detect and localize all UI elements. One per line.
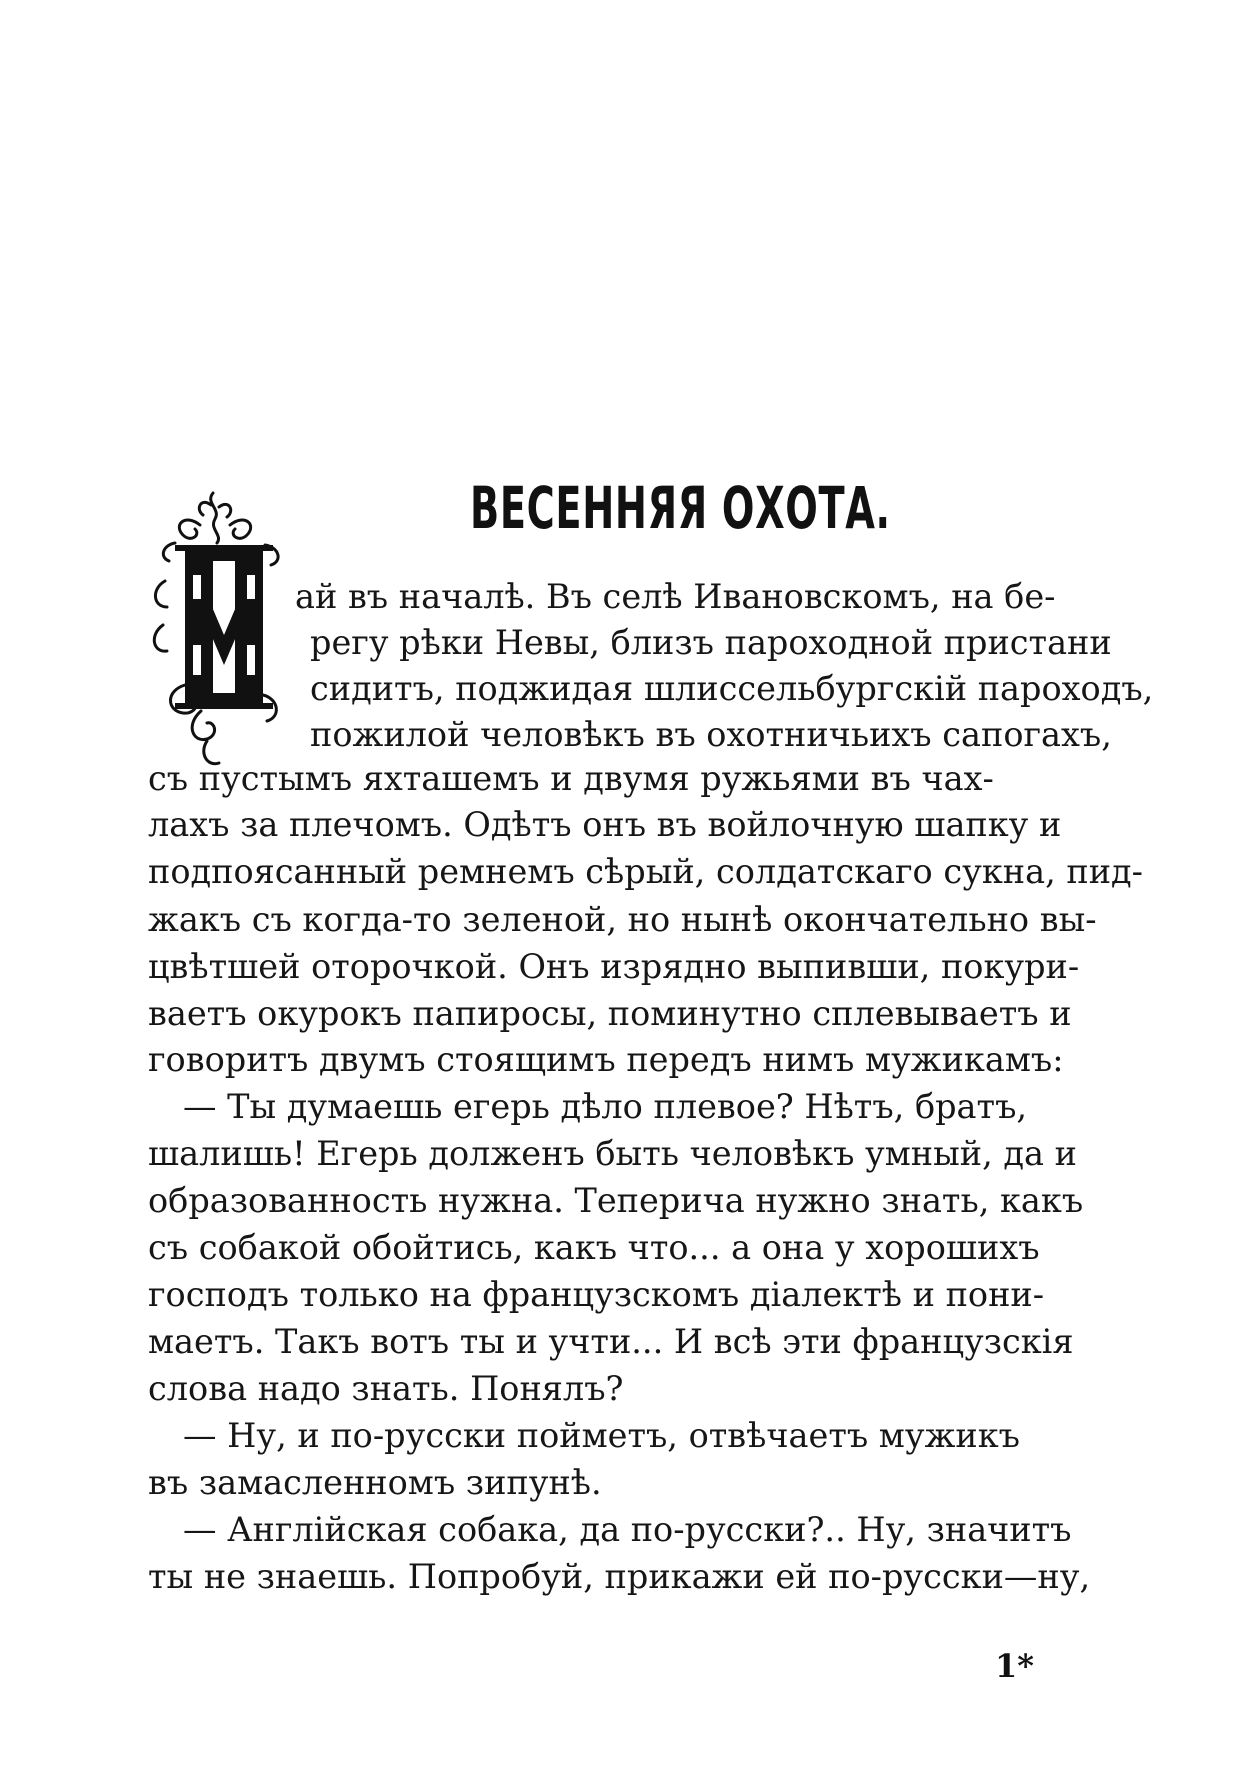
text-line-2: регу рѣки Невы, близъ пароходной пристани [310, 623, 1112, 662]
text-line-10: ваетъ окурокъ папиросы, поминутно сплевываетъ и [148, 994, 1072, 1033]
text-line-9: цвѣтшей оторочкой. Онъ изрядно выпивши, покури- [148, 947, 1080, 986]
text-line-1: ай въ началѣ. Въ селѣ Ивановскомъ, на бе- [295, 577, 1056, 616]
text-line-4: пожилой человѣкъ въ охотничьихъ сапогахъ, [310, 715, 1112, 754]
text-line-6: лахъ за плечомъ. Одѣтъ онъ въ войлочную шапку и [148, 805, 1062, 844]
text-line-19: — Ну, и по-русски пойметъ, отвѣчаетъ мужикъ [183, 1416, 1020, 1455]
text-line-8: жакъ съ когда-то зеленой, но нынѣ окончательно вы- [148, 900, 1097, 939]
text-line-12: — Ты думаешь егерь дѣло плевое? Нѣтъ, братъ, [183, 1087, 1028, 1126]
text-line-20: въ замасленномъ зипунѣ. [148, 1463, 602, 1502]
text-line-11: говоритъ двумъ стоящимъ передъ нимъ мужикамъ: [148, 1040, 1064, 1079]
text-line-3: сидитъ, поджидая шлиссельбургскій пароходъ, [310, 669, 1154, 708]
chapter-title: ВЕСЕННЯЯ ОХОТА. [470, 474, 891, 542]
text-line-16: господъ только на французскомъ діалектѣ и пони- [148, 1275, 1045, 1314]
ornamental-drop-cap [145, 485, 295, 775]
text-line-15: съ собакой обойтись, какъ что... а она у хорошихъ [148, 1228, 1040, 1267]
text-line-18: слова надо знать. Понялъ? [148, 1369, 624, 1408]
text-line-7: подпоясанный ремнемъ сѣрый, солдатскаго сукна, пид- [148, 852, 1143, 891]
page-folio-number: 1* [995, 1647, 1034, 1685]
text-line-14: образованность нужна. Теперича нужно знать, какъ [148, 1181, 1084, 1220]
text-line-17: маетъ. Такъ вотъ ты и учти... И всѣ эти французскія [148, 1322, 1074, 1361]
text-line-22: ты не знаешь. Попробуй, прикажи ей по-русски—ну, [148, 1557, 1091, 1596]
text-line-5: съ пустымъ яхташемъ и двумя ружьями въ чах- [148, 759, 994, 798]
text-line-21: — Англійская собака, да по-русски?.. Ну, значитъ [183, 1510, 1072, 1549]
text-line-13: шалишь! Егерь долженъ быть человѣкъ умный, да и [148, 1134, 1077, 1173]
